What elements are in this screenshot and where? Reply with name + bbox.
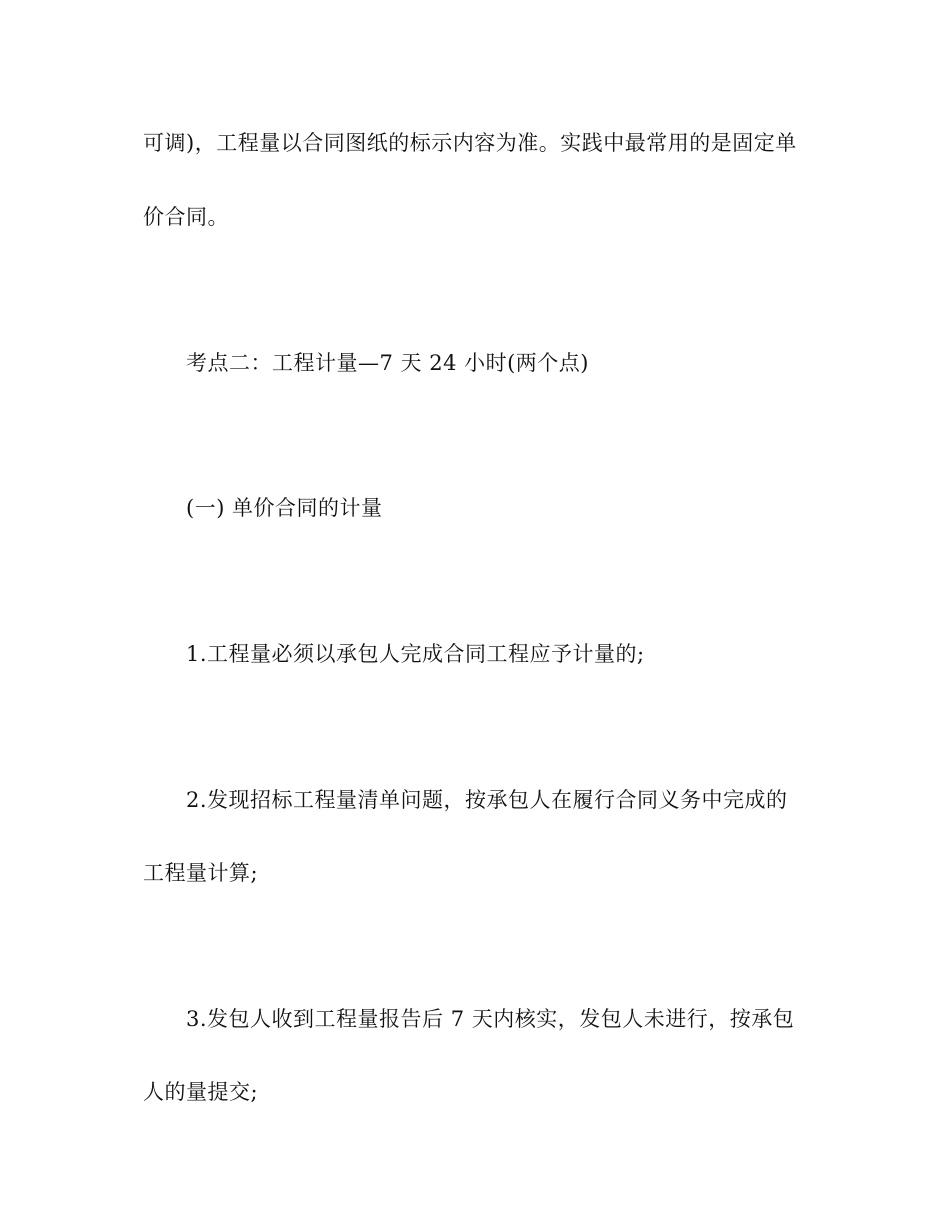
- paragraph-line: 价合同。: [143, 205, 229, 229]
- paragraph-line: 可调)，工程量以合同图纸的标示内容为准。实践中最常用的是固定单: [143, 131, 797, 155]
- list-item-continuation: 工程量计算;: [143, 861, 259, 885]
- list-item: 2.发现招标工程量清单问题，按承包人在履行合同义务中完成的: [186, 788, 788, 812]
- list-item: 3.发包人收到工程量报告后 7 天内核实，发包人未进行，按承包: [186, 1007, 795, 1031]
- list-item-continuation: 人的量提交;: [143, 1080, 259, 1104]
- list-item: 1.工程量必须以承包人完成合同工程应予计量的;: [186, 642, 645, 666]
- subsection-heading: (一) 单价合同的计量: [186, 496, 383, 520]
- section-heading: 考点二：工程计量—7 天 24 小时(两个点): [186, 351, 589, 375]
